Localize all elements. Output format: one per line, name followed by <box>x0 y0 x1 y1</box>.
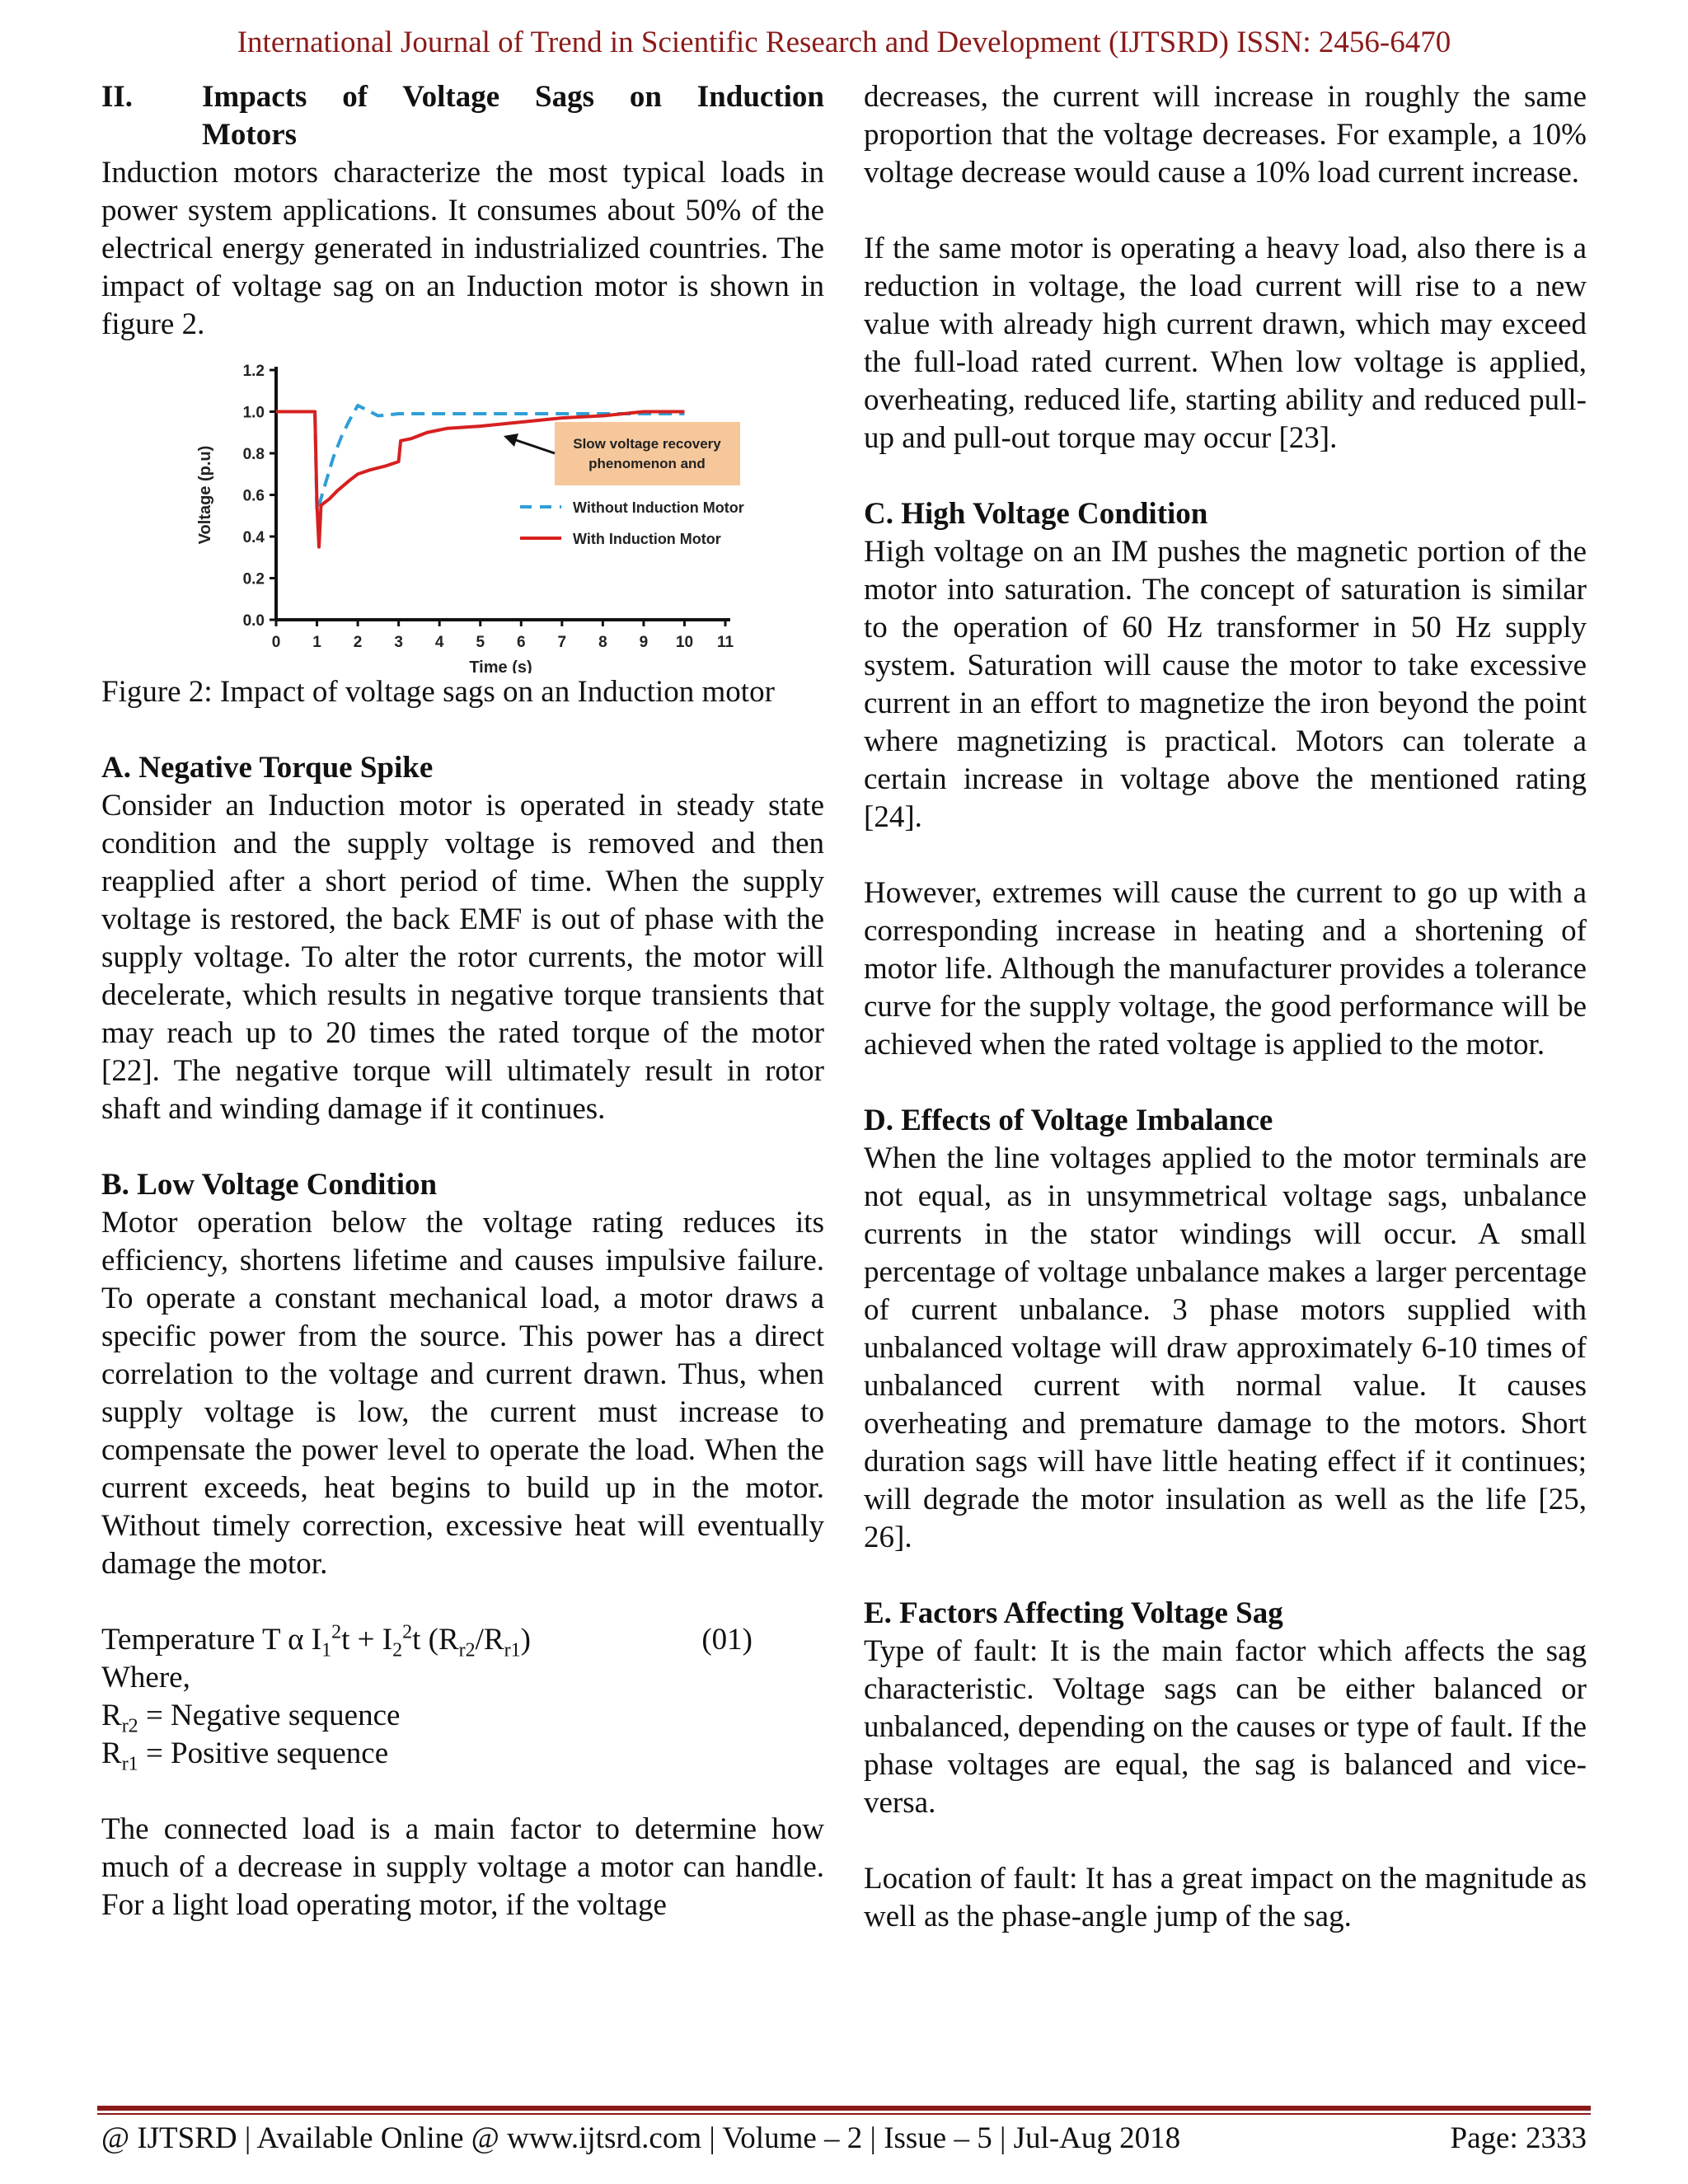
section-c-body2: However, extremes will cause the current to go up with a corresponding increase in heating and a shortening of motor life. Although the manufacturer provides a tolerance curve for the supply voltage, the good performance will be achieved when the rated voltage is applied to the motor. <box>864 876 1587 1062</box>
x-tick-label: 0 <box>271 634 281 651</box>
annotation-arrow-line <box>513 439 555 453</box>
x-axis-label: Time (s) <box>469 658 532 673</box>
x-tick-label: 11 <box>716 634 734 651</box>
section-heading-d: D. Effects of Voltage Imbalance <box>864 1104 1273 1137</box>
x-tick-label: 8 <box>598 634 607 651</box>
heavy-load-paragraph: If the same motor is operating a heavy load, also there is a reduction in voltage, the load current will rise to a new value with already high current drawn, which may exceed the full-load rated current. When low voltage is applied, overheating, reduced life, starting ability and reduced pull-up and pull-out torque may occur [23]. <box>864 232 1587 455</box>
x-tick-label: 7 <box>557 634 567 651</box>
legend-label-2: With Induction Motor <box>573 531 721 547</box>
x-tick-label: 9 <box>639 634 649 651</box>
y-tick-label: 0.8 <box>242 446 265 463</box>
x-tick-label: 2 <box>353 634 363 651</box>
equation-number: (01) <box>701 1623 753 1657</box>
y-tick-label: 0.0 <box>242 612 265 630</box>
section-heading-impacts <box>101 78 824 116</box>
section-c-body: High voltage on an IM pushes the magnetic portion of the motor into saturation. The concept of saturation is similar to the operation of 60 Hz transformer in 50 Hz supply system. Saturation will cause the motor to take excessive current in an effort to magnetize the iron beyond the point where magnetizing is practical. Motors can tolerate a certain increase in voltage above the mentioned rating [24]. <box>864 535 1587 834</box>
section-e-body2: Location of fault: It has a great impact on the magnitude as well as the phase-angle jump of the sag. <box>864 1862 1587 1933</box>
section-title-line1: Impacts of Voltage Sags on Induction <box>202 80 824 114</box>
x-tick-label: 1 <box>312 634 321 651</box>
section-heading-c: C. High Voltage Condition <box>864 497 1208 531</box>
annotation-text: phenomenon and <box>588 456 706 471</box>
section-heading-a: A. Negative Torque Spike <box>101 751 434 785</box>
right-column <box>864 78 1587 1936</box>
where-label: Where, <box>101 1661 190 1694</box>
footer-info: @ IJTSRD | Available Online @ www.ijtsrd.com | Volume – 2 | Issue – 5 | Jul-Aug 2018 <box>101 2121 1181 2155</box>
legend-label-1: Without Induction Motor <box>573 499 744 516</box>
figure-caption: Figure 2: Impact of voltage sags on an Induction motor <box>101 675 775 709</box>
x-tick-label: 6 <box>516 634 526 651</box>
left-column <box>101 78 824 1924</box>
footer-rule-thin <box>97 2113 1591 2115</box>
section-title-line2: Motors <box>202 118 298 152</box>
y-tick-label: 1.2 <box>242 363 265 380</box>
section-e-body: Type of fault: It is the main factor which affects the sag characteristic. Voltage sags can be either balanced or unbalanced, depending on the causes or type of fault. If the phase voltages are equal, the sag is balanced and vice-versa. <box>864 1634 1587 1820</box>
annotation-arrow-head <box>504 434 518 447</box>
intro-paragraph: Induction motors characterize the most typical loads in power system applications. It consumes about 50% of the electrical energy generated in industrialized countries. The impact of voltage sag on an Induction motor is shown in figure 2. <box>101 156 824 341</box>
annotation-box <box>555 422 740 485</box>
section-heading-b: B. Low Voltage Condition <box>101 1168 438 1202</box>
section-heading-e: E. Factors Affecting Voltage Sag <box>864 1596 1283 1630</box>
connected-load-paragraph: The connected load is a main factor to determine how much of a decrease in supply voltage a motor can handle. For a light load operating motor, if the voltage <box>101 1812 824 1922</box>
voltage-sag-chart <box>101 344 824 673</box>
section-number: II. <box>101 80 134 114</box>
y-tick-label: 0.4 <box>242 529 265 546</box>
page-number: Page: 2333 <box>1450 2121 1587 2155</box>
definition-negative-sequence: $R_{r2}$ = Negative sequence <box>101 1699 401 1737</box>
temperature-equation <box>101 1621 753 1659</box>
section-b-body: Motor operation below the voltage rating reduces its efficiency, shortens lifetime and causes impulsive failure. To operate a constant mechanical load, a motor draws a specific power from the source. This power has a direct correlation to the voltage and current drawn. Thus, when supply voltage is low, the current must increase to compensate the power level to operate the load. When the current exceeds, heat begins to build up in the motor. Without timely correction, excessive heat will eventually damage the motor. <box>101 1206 824 1581</box>
x-tick-label: 3 <box>394 634 403 651</box>
y-axis-label: Voltage (p.u) <box>196 445 214 545</box>
equation-expression: Temperature T α $I_1^2t + I_2^2t$ $(R_{r2}/R_{r1})$ <box>101 1621 531 1661</box>
section-d-body: When the line voltages applied to the motor terminals are not equal, as in unsymmetrical voltage sags, unbalance currents in the stator windings will occur. A small percentage of voltage unbalance makes a larger percentage of current unbalance. 3 phase motors supplied with unbalanced voltage will draw approximately 6-10 times of unbalanced current with normal value. It causes overheating and premature damage to the motors. Short duration sags will have little heating effect if it continues; will degrade the motor insulation as well as the life [25, 26]. <box>864 1141 1587 1554</box>
y-tick-label: 0.2 <box>242 570 265 588</box>
chart-svg <box>101 344 824 673</box>
x-tick-label: 5 <box>476 634 485 651</box>
section-a-body: Consider an Induction motor is operated in steady state condition and the supply voltage is removed and then reapplied after a short period of time. When the supply voltage is restored, the back EMF is out of phase with the supply voltage. To alter the rotor currents, the motor will decelerate, which results in negative torque transients that may reach up to 20 times the rated torque of the motor [22]. The negative torque will ultimately result in rotor shaft and winding damage if it continues. <box>101 789 824 1126</box>
y-tick-label: 1.0 <box>242 404 265 422</box>
x-tick-label: 10 <box>675 634 694 651</box>
journal-header: International Journal of Trend in Scientific Research and Development (IJTSRD) ISSN: 2456-6470 <box>237 26 1451 59</box>
x-tick-label: 4 <box>434 634 444 651</box>
footer-rule-thick <box>97 2106 1591 2111</box>
y-tick-label: 0.6 <box>242 487 265 505</box>
continued-paragraph: decreases, the current will increase in roughly the same proportion that the voltage decreases. For example, a 10% voltage decrease would cause a 10% load current increase. <box>864 80 1587 190</box>
annotation-text: Slow voltage recovery <box>573 436 721 452</box>
definition-positive-sequence: $R_{r1}$ = Positive sequence <box>101 1736 389 1775</box>
